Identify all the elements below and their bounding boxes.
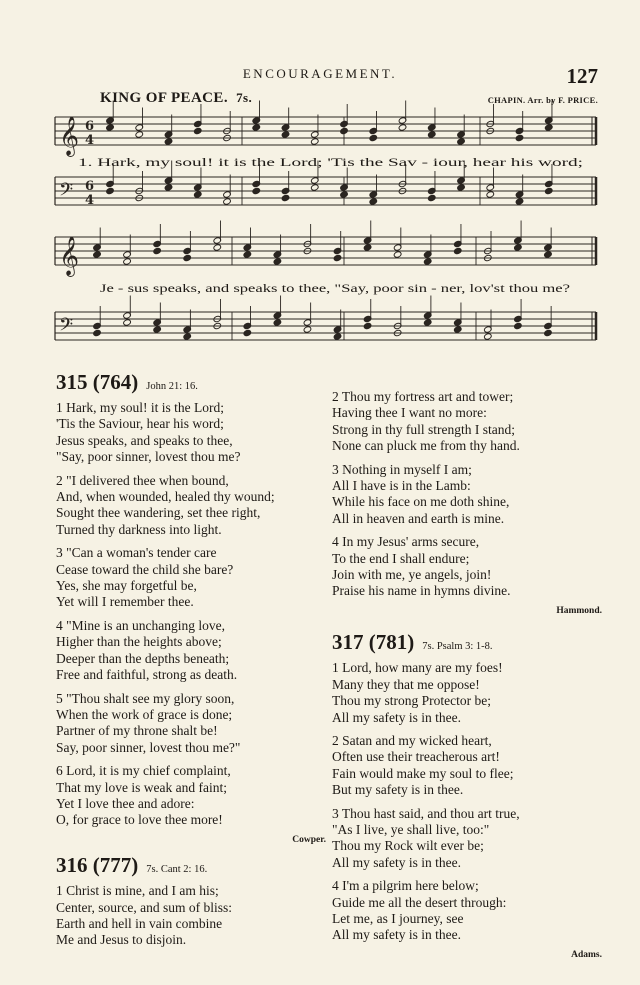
stanza-line: Me and Jesus to disjoin. <box>56 932 187 948</box>
stanza-line: When the work of grace is done; <box>56 706 233 722</box>
stanza <box>56 883 326 949</box>
stanza-line: To the end I shall endure; <box>332 550 470 566</box>
svg-text:4: 4 <box>85 133 95 148</box>
stanza-line: Cease toward the child she bare? <box>56 561 234 577</box>
stanza <box>56 400 326 466</box>
stanza-line: 2 Thou my fortress art and tower; <box>332 389 514 404</box>
stanza-line: Let me, as I journey, see <box>332 910 464 926</box>
stanza <box>56 763 326 829</box>
running-head: ENCOURAGEMENT. <box>242 66 398 81</box>
stanza <box>332 660 602 726</box>
stanza-line: All my safety is in thee. <box>332 854 461 870</box>
stanza <box>332 462 602 528</box>
stanza-line: 1 Christ is mine, and I am his; <box>56 883 219 899</box>
stanza-line: 1 Lord, how many are my foes! <box>332 660 503 676</box>
page-number: 127 <box>566 64 598 88</box>
hymn-number: 317 (781) <box>332 630 415 655</box>
left-column <box>56 369 326 956</box>
stanza-line: All my safety is in thee. <box>332 709 461 725</box>
stanza-line: O, for grace to love thee more! <box>56 812 223 828</box>
stanza-line: 6 Lord, it is my chief complaint, <box>56 763 231 779</box>
hymn-author: Hammond. <box>556 605 602 616</box>
stanza-line: "Say, poor sinner, lovest thou me? <box>56 449 241 465</box>
hymn-315 <box>56 369 326 848</box>
stanza-line: 5 "Thou shalt see my glory soon, <box>56 690 235 706</box>
stanza-line: But my safety is in thee. <box>332 782 464 798</box>
stanza-line: Partner of my throne shalt be! <box>56 723 218 739</box>
stanza-line: Guide me all the desert through: <box>332 894 507 910</box>
stanza-line: 3 Thou hast said, and thou art true, <box>332 805 520 821</box>
stanza-line: All in heaven and earth is mine. <box>332 510 505 526</box>
svg-text:𝄢: 𝄢 <box>59 180 74 205</box>
hymn-number: 316 (777) <box>56 853 139 878</box>
stanza <box>332 878 602 944</box>
stanza-line: Having thee I want no more: <box>332 405 487 421</box>
stanza-line: Earth and hell in vain combine <box>56 915 223 931</box>
stanza-line: 2 Satan and my wicked heart, <box>332 732 492 748</box>
hymn-author: Adams. <box>571 949 602 960</box>
stanza <box>332 806 602 872</box>
stanza-line: While his face on me doth shine, <box>332 494 510 510</box>
stanza-line: 'Tis the Saviour, hear his word; <box>56 416 224 432</box>
hymn-stanzas-continued <box>332 389 602 600</box>
svg-text:6: 6 <box>85 179 95 194</box>
svg-text:4: 4 <box>85 193 95 208</box>
hymn-316 <box>56 852 326 949</box>
stanza-line: Turned thy darkness into light. <box>56 521 222 537</box>
stanza <box>56 691 326 757</box>
stanza-line: All I have is in the Lamb: <box>332 478 471 494</box>
stanza <box>332 733 602 799</box>
stanza-line: Say, poor sinner, lovest thou me?" <box>56 739 241 755</box>
stanza-line: Join with me, ye angels, join! <box>332 567 492 583</box>
stanza-line: Sought thee wandering, set thee right, <box>56 505 261 521</box>
stanza-line: Many they that me oppose! <box>332 676 480 692</box>
stanza-line: Jesus speaks, and speaks to thee, <box>56 432 233 448</box>
stanza-line: 4 In my Jesus' arms secure, <box>332 534 480 550</box>
tune-name: KING OF PEACE. <box>100 90 228 106</box>
stanza-line: Strong in thy full strength I stand; <box>332 421 515 437</box>
stanza <box>56 473 326 539</box>
tune-meter: 7s. <box>236 90 253 105</box>
stanza-line: 2 "I delivered thee when bound, <box>56 472 229 488</box>
stanza-line: Higher than the heights above; <box>56 634 222 650</box>
hymn-stanzas <box>332 660 602 944</box>
hymn-reference: 7s. Psalm 3: 1-8. <box>422 641 493 653</box>
stanza-line: Thou my strong Protector be; <box>332 693 491 709</box>
lyrics-line-2: Je - sus speaks, and speaks to thee, "Say, poor sin - ner, lov'st thou me? <box>100 283 570 295</box>
hymn-reference: John 21: 16. <box>146 381 198 392</box>
hymn-number: 315 (764) <box>56 370 139 394</box>
stanza-line: "As I live, ye shall live, too:" <box>332 821 490 837</box>
svg-text:𝄞: 𝄞 <box>59 236 80 276</box>
stanza-line: That my love is weak and faint; <box>56 779 227 795</box>
stanza <box>332 389 602 455</box>
stanza-line: Deeper than the depths beneath; <box>56 650 230 666</box>
hymn-317 <box>332 629 602 963</box>
stanza-line: Praise his name in hymns divine. <box>332 583 511 599</box>
stanza-line: Center, source, and sum of bliss: <box>56 899 233 915</box>
stanza <box>56 618 326 684</box>
stanza-line: All my safety is in thee. <box>332 927 461 943</box>
music-score <box>0 0 640 370</box>
stanza-line: Thou my Rock wilt ever be; <box>332 838 484 854</box>
stanza-line: Often use their treacherous art! <box>332 749 500 765</box>
stanza-line: And, when wounded, healed thy wound; <box>56 489 275 505</box>
svg-text:𝄞: 𝄞 <box>59 116 80 156</box>
right-column <box>332 389 602 967</box>
svg-text:𝄢: 𝄢 <box>59 315 74 340</box>
stanza-line: 4 I'm a pilgrim here below; <box>332 878 479 894</box>
stanza-line: 3 "Can a woman's tender care <box>56 545 217 561</box>
stanza-line: Yet I love thee and adore: <box>56 795 195 811</box>
stanza-line: 4 "Mine is an unchanging love, <box>56 617 225 633</box>
composer-credit: CHAPIN. Arr. by F. PRICE. <box>487 95 598 105</box>
stanza-line: Free and faithful, strong as death. <box>56 667 238 683</box>
svg-text:6: 6 <box>85 119 95 134</box>
lyrics-line-1: 1. Hark, my soul! it is the Lord; 'Tis the Sav - iour, hear his word; <box>78 157 583 169</box>
stanza-line: 1 Hark, my soul! it is the Lord; <box>56 400 224 415</box>
stanza-line: Yet will I remember thee. <box>56 594 194 610</box>
stanza <box>332 534 602 600</box>
hymn-author: Cowper. <box>292 834 326 845</box>
hymn-stanzas <box>56 400 326 829</box>
stanza-line: None can pluck me from thy hand. <box>332 438 520 454</box>
stanza <box>56 545 326 611</box>
hymn-reference: 7s. Cant 2: 16. <box>146 864 208 876</box>
stanza-line: Yes, she may forgetful be, <box>56 578 197 594</box>
stanza-line: 3 Nothing in myself I am; <box>332 461 472 477</box>
hymn-stanzas <box>56 883 326 949</box>
stanza-line: Fain would make my soul to flee; <box>332 765 514 781</box>
